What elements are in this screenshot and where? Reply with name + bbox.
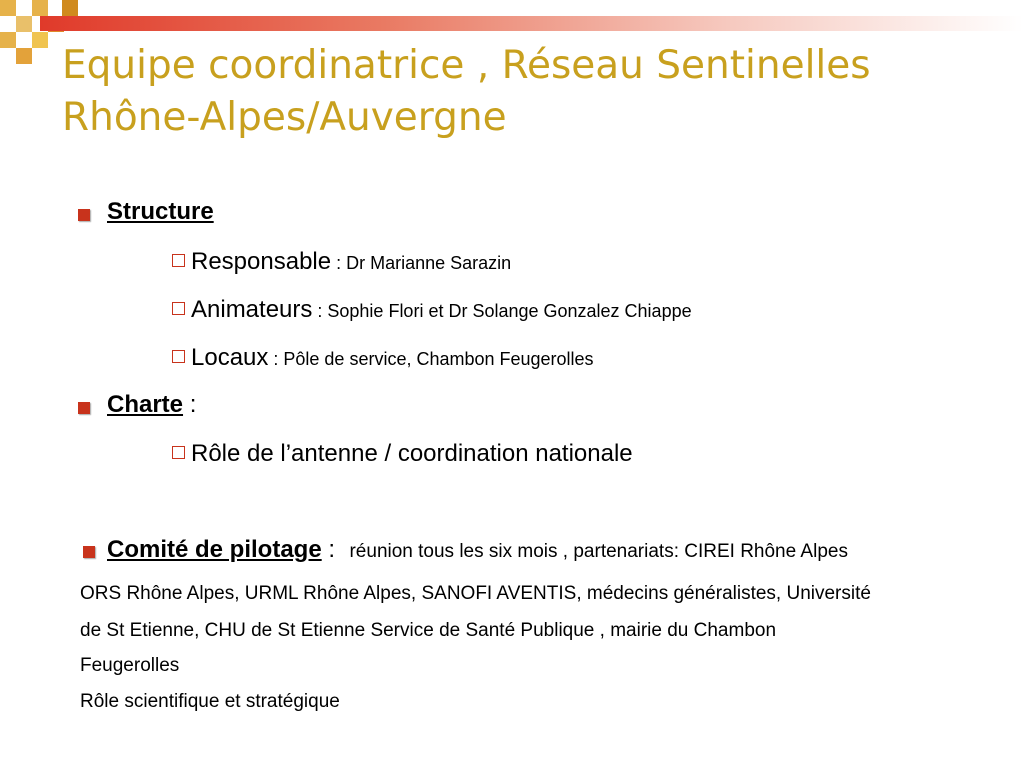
title-line-1: Equipe coordinatrice , Réseau Sentinelles <box>62 43 871 88</box>
section-structure <box>107 198 214 226</box>
item-desc: : Dr Marianne Sarazin <box>331 253 512 273</box>
paragraph-line: ORS Rhône Alpes, URML Rhône Alpes, SANOFI AVENTIS, médecins généralistes, Université <box>80 583 871 604</box>
decor-square <box>0 0 16 16</box>
square-bullet-icon <box>78 209 90 221</box>
decor-square <box>0 32 16 48</box>
section-lead-text: réunion tous les six mois , partenariats: CIREI Rhône Alpes <box>349 541 848 562</box>
checkbox-bullet-icon <box>172 446 185 459</box>
square-bullet-icon <box>78 402 90 414</box>
decor-square <box>32 32 48 48</box>
item-text: Rôle de l’antenne / coordination nationale <box>191 440 633 467</box>
decor-square <box>16 48 32 64</box>
item-term: Responsable <box>191 248 332 275</box>
checkbox-bullet-icon <box>172 302 185 315</box>
checkbox-bullet-icon <box>172 254 185 267</box>
square-bullet-icon <box>83 546 95 558</box>
title-line-2: Rhône-Alpes/Auvergne <box>62 95 507 140</box>
paragraph-line: Rôle scientifique et stratégique <box>80 691 340 712</box>
checkbox-bullet-icon <box>172 350 185 363</box>
list-item <box>172 344 594 372</box>
list-item <box>172 248 511 276</box>
list-item <box>172 296 692 324</box>
section-comite <box>107 536 848 564</box>
section-label: Structure <box>107 198 214 225</box>
item-desc: : Pôle de service, Chambon Feugerolles <box>268 349 594 369</box>
decor-square <box>16 16 32 32</box>
section-separator: : <box>183 391 197 418</box>
paragraph-line: de St Etienne, CHU de St Etienne Service de Santé Publique , mairie du Chambon <box>80 620 777 641</box>
section-label: Comité de pilotage <box>107 536 322 563</box>
slide-title <box>62 40 1012 144</box>
decor-square <box>32 0 48 16</box>
decor-square <box>62 0 78 16</box>
item-term: Locaux <box>191 344 269 371</box>
section-label: Charte <box>107 391 184 418</box>
item-desc: : Sophie Flori et Dr Solange Gonzalez Chiappe <box>312 301 692 321</box>
section-separator: : <box>321 536 336 563</box>
list-item <box>172 440 633 468</box>
title-accent-bar <box>40 16 1023 31</box>
item-term: Animateurs <box>191 296 313 323</box>
section-charte <box>107 391 196 419</box>
paragraph-line: Feugerolles <box>80 655 180 676</box>
